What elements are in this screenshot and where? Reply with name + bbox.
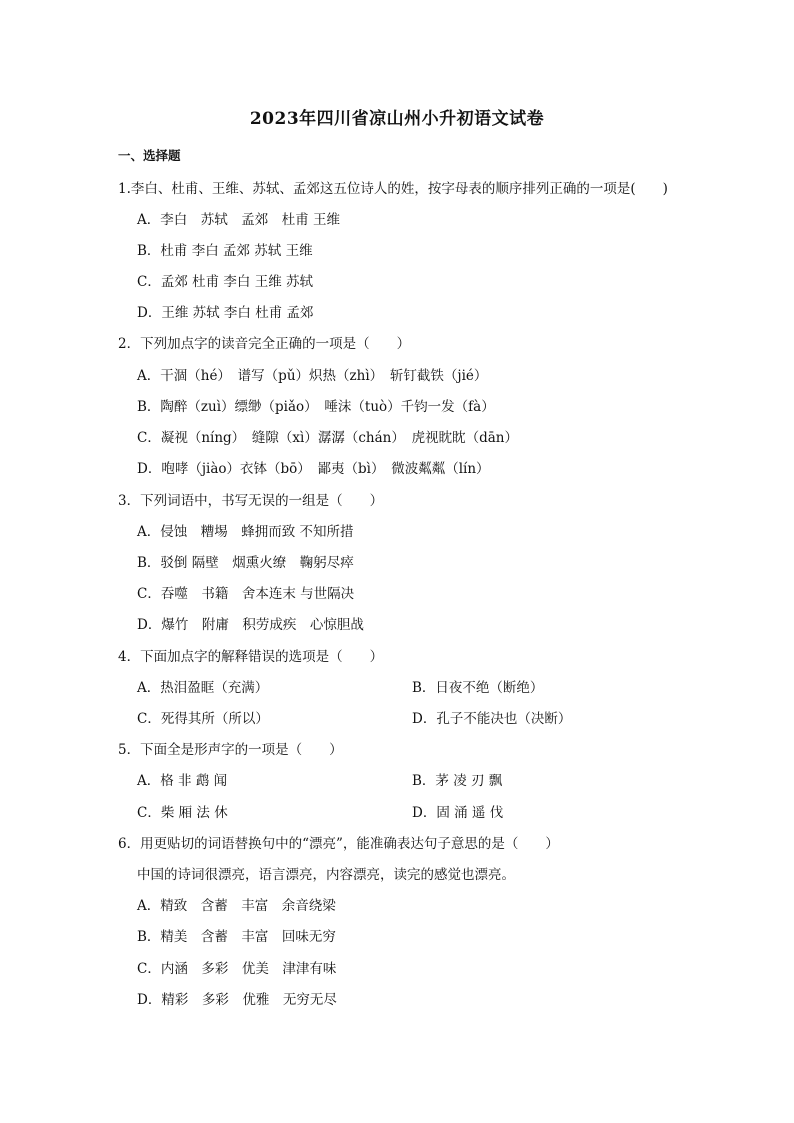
question-2-option-d: D．咆哮（jiào）衣钵（bō） 鄙夷（bì） 微波粼粼（lín）	[137, 461, 490, 477]
question-1-option-b: B．杜甫 李白 孟郊 苏轼 王维	[137, 243, 313, 259]
question-5-option-a: A．格 非 鹉 闻	[137, 773, 228, 789]
section-heading: 一、选择题	[118, 148, 181, 163]
question-2-option-c: C．凝视（níng） 缝隙（xì）潺潺（chán） 虎视眈眈（dān）	[137, 430, 518, 446]
question-5-option-c: C．柴 厢 法 休	[137, 805, 228, 821]
question-6-option-c: C．内涵 多彩 优美 津津有味	[137, 961, 337, 977]
question-3-option-d: D．爆竹 附庸 积劳成疾 心惊胆战	[137, 617, 364, 633]
question-6-option-d: D．精彩 多彩 优雅 无穷无尽	[137, 992, 337, 1008]
question-3-option-b: B．驳倒 隔壁 烟熏火缭 鞠躬尽瘁	[137, 555, 354, 571]
question-6-sentence: 中国的诗词很漂亮，语言漂亮，内容漂亮，读完的感觉也漂亮。	[137, 867, 515, 883]
question-6-option-b: B．精美 含蓄 丰富 回味无穷	[137, 929, 336, 945]
question-2-stem: 2．下列加点字的读音完全正确的一项是（ ）	[118, 336, 411, 352]
question-5-stem: 5．下面全是形声字的一项是（ ）	[118, 742, 343, 758]
question-1-option-d: D．王维 苏轼 李白 杜甫 孟郊	[137, 305, 314, 321]
question-1-option-a: A．李白 苏轼 孟郊 杜甫 王维	[137, 212, 341, 228]
question-4-option-d: D．孔子不能决也（决断）	[412, 711, 572, 727]
question-6-option-a: A．精致 含蓄 丰富 余音绕梁	[137, 898, 336, 914]
question-3-stem: 3．下列词语中，书写无误的一组是（ ）	[118, 493, 384, 509]
question-1-option-c: C．孟郊 杜甫 李白 王维 苏轼	[137, 274, 313, 290]
question-3-option-c: C．吞噬 书籍 舍本连末 与世隔决	[137, 586, 355, 602]
question-5-option-d: D．固 涌 遥 伐	[412, 805, 504, 821]
question-4-option-b: B．日夜不绝（断绝）	[412, 680, 544, 696]
question-3-option-a: A．侵蚀 糟埸 蜂拥而致 不知所措	[137, 524, 354, 540]
question-4-option-a: A．热泪盈眶（充满）	[137, 680, 269, 696]
question-2-option-b: B．陶醉（zuì）缥缈（piǎo） 唾沫（tuò）千钧一发（fà）	[137, 399, 495, 415]
exam-title: 2023年四川省凉山州小升初语文试卷	[249, 109, 545, 129]
question-4-option-c: C．死得其所（所以）	[137, 711, 269, 727]
question-4-stem: 4．下面加点字的解释错误的选项是（ ）	[118, 649, 384, 665]
question-6-stem: 6．用更贴切的词语替换句中的“漂亮”，能准确表达句子意思的是（ ）	[118, 836, 559, 852]
question-2-option-a: A．干涸（hé） 谱写（pǔ）炽热（zhì） 斩钉截铁（jié）	[137, 368, 488, 384]
question-5-option-b: B．茅 凌 刃 飘	[412, 773, 503, 789]
question-1-stem: 1.李白、杜甫、王维、苏轼、孟郊这五位诗人的姓，按字母表的顺序排列正确的一项是( )	[118, 181, 668, 197]
